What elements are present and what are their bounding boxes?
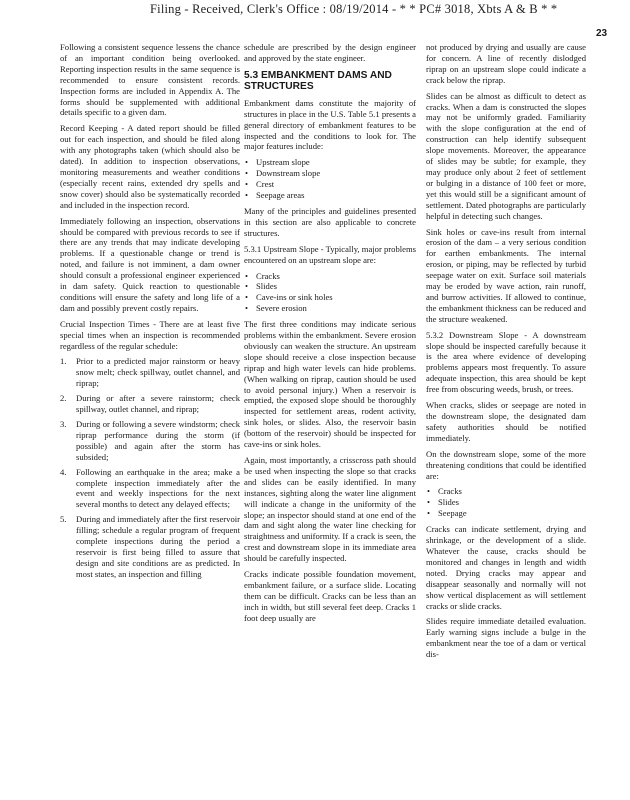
paragraph-downstream-slope — [426, 330, 586, 395]
paragraph-body: A downstream slope should be inspected carefully because it is the area where evidence of developing problems appears most frequently. To assure adequate inspection, this area should be kept free from obscuring weeds, brush, or trees. — [426, 329, 587, 395]
column-right — [426, 42, 586, 665]
paragraph: Again, most importantly, a crisscross path should be used when inspecting the slope so that cracks and slides can be easily identified. In many instances, sighting along the water line alignment will indicate a change in the uniformity of the slope; an inspector should stand at one end of the dam and sight along the water line checking for straightness and uniformity. If a crack is seen, the crest and downstream slope in its immediate area should be carefully inspected. — [244, 455, 416, 564]
paragraph-body: Typically, major problems encountered on an upstream slope are: — [244, 243, 416, 265]
paragraph-crucial-times — [60, 319, 240, 352]
list-number: 5. — [60, 514, 67, 525]
paragraph: not produced by drying and usually are cause for concern. A line of recently dislodged riprap on an upstream slope could indicate a crack below the riprap. — [426, 42, 586, 85]
paragraph: Cracks indicate possible foundation movement, embankment failure, or a surface slide. Locating them can be difficult. Cracks can be less than an inch in width, but still several feet deep. Cracks 1 foot deep usually are — [244, 569, 416, 623]
list-number: 1. — [60, 356, 67, 367]
run-in-heading: Crucial Inspection Times - — [60, 318, 156, 329]
list-number: 4. — [60, 466, 67, 477]
list-item — [60, 419, 240, 463]
list-number: 3. — [60, 419, 67, 429]
list-item — [60, 514, 240, 579]
paragraph: Sink holes or cave-ins result from internal erosion of the dam – a very serious condition for earthen embankments. The internal erosion, or piping, may be reflected by turbid seepage water on exit. Surface soil materials may be eroded by wave action, rain runoff, and burrow activities. If allowed to continue, the embankment thickness can be reduced and the structure weakened. — [426, 226, 586, 324]
filing-stamp-header: Filing - Received, Clerk's Office : 08/19/2014 - * * PC# 3018, Xbts A & B * * — [150, 2, 558, 16]
upstream-problems-list — [244, 271, 416, 315]
list-number: 2. — [60, 393, 67, 404]
downstream-conditions-list — [426, 486, 586, 519]
paragraph: schedule are prescribed by the design engineer and approved by the state engineer. — [244, 42, 416, 63]
list-item: • Cracks — [244, 271, 416, 282]
inspection-times-list — [60, 356, 240, 579]
paragraph: Many of the principles and guidelines presented in this section are also applicable to concrete structures. — [244, 205, 416, 238]
major-features-list — [244, 157, 416, 201]
list-item-text: During or after a severe rainstorm; check spillway, outlet channel, and riprap; — [76, 393, 240, 415]
paragraph: Slides require immediate detailed evaluation. Early warning signs include a bulge in the embankment near the toe of a dam or vertical dis- — [426, 616, 586, 660]
run-in-heading: 5.3.1 Upstream Slope - — [244, 243, 324, 254]
list-item: • Severe erosion — [244, 303, 416, 314]
paragraph-record-keeping — [60, 123, 240, 210]
list-item: • Upstream slope — [244, 157, 416, 168]
list-item: • Seepage — [426, 508, 586, 519]
list-item: • Crest — [244, 179, 416, 190]
paragraph: When cracks, slides or seepage are noted in the downstream slope, the designated dam safety authorities should be notified immediately. — [426, 400, 586, 443]
list-item-text: During and immediately after the first reservoir filling; schedule a regular program of frequent complete inspections during the period a reservoir is first being filled to assure that design and site conditions are as predicted. In most states, an inspection and filling — [76, 514, 240, 579]
list-item: • Cave-ins or sink holes — [244, 292, 416, 303]
list-item: • Slides — [244, 281, 416, 292]
page-number: 23 — [596, 28, 608, 39]
paragraph-upstream-slope — [244, 244, 416, 266]
run-in-heading: Record Keeping - — [60, 123, 125, 134]
list-item: • Seepage areas — [244, 190, 416, 201]
section-heading: 5.3 EMBANKMENT DAMS AND STRUCTURES — [244, 69, 392, 93]
list-item: • Slides — [426, 497, 586, 508]
paragraph-body: A dated report should be filled out for each inspection, and should be filed along with any photographs taken (which should also be dated). In addition to inspection observations, monitoring measurements and weather conditions (especially recent rains, extended dry spells and snow cover) should also be systematically recorded and included in the inspection record. — [60, 123, 240, 210]
column-middle — [244, 42, 416, 629]
paragraph: Slides can be almost as difficult to detect as cracks. When a dam is constructed the slopes may not be uniformly graded. Familiarity with the slope configuration at the end of construction can help identify subsequent slope movements. Moreover, the appearance of slides may be subtle; for example, they may produce only about 2 feet of settlement or bulging in a distance of 100 feet or more, yet this would still be a significant amount of settlement. Dated photographs are particularly helpful in detecting such changes. — [426, 90, 586, 221]
list-item: • Cracks — [426, 486, 586, 497]
run-in-heading: 5.3.2 Downstream Slope - — [426, 329, 528, 340]
paragraph: The first three conditions may indicate serious problems within the embankment. Severe erosion obviously can weaken the structure. An upstream slope should receive a close inspection because riprap and high water levels can hide problems. (When walking on riprap, caution should be used to avoid personal injury.) When a reservoir is emptied, the exposed slope should be thoroughly inspected for settlement areas, rodent activity, sink holes, or slides. Also, the reservoir basin (bottom of the reservoir) should be inspected for cave-ins or sink holes. — [244, 319, 416, 450]
column-left — [60, 42, 240, 585]
paragraph-body: There are at least five special times when an inspection is recommended regardless of the regular schedule: — [60, 318, 240, 351]
list-item-text: Following an earthquake in the area; make a complete inspection immediately after the event and weekly inspections for the next several months to detect any delayed effects; — [76, 466, 240, 510]
list-item — [60, 467, 240, 511]
list-item: • Downstream slope — [244, 168, 416, 179]
paragraph: Following a consistent sequence lessens the chance of an important condition being overlooked. Reporting inspection results in the same sequence is recommended to ensure consistent records. Inspection forms are included in Appendix A. The forms should be supplemented with additional details specific to a given dam. — [60, 42, 240, 118]
list-item-text: Prior to a predicted major rainstorm or heavy snow melt; check spillway, outlet channel, and riprap; — [76, 356, 240, 389]
paragraph: Cracks can indicate settlement, drying and shrinkage, or the development of a slide. Whatever the cause, cracks should be monitored and changes in length and width noted. Drying cracks may appear and disappear seasonally and normally will not show vertical displacement as will settlement cracks or slide cracks. — [426, 524, 586, 611]
paragraph: Embankment dams constitute the majority of structures in place in the U.S. Table 5.1 presents a general directory of embankment features to be inspected and the conditions to look for. The major features include: — [244, 97, 416, 152]
list-item-text: During or following a severe windstorm; check riprap performance during the storm (if possible) and again after the storm has subsided; — [76, 419, 240, 462]
list-item — [60, 356, 240, 389]
paragraph: Immediately following an inspection, observations should be compared with previous records to see if there are any trends that may indicate developing problems. If a questionable change or trend is noted, and failure is not imminent, a dam owner should consult a professional engineer experienced in dam safety. Quick reaction to questionable conditions will ensure the safety and long life of a dam and possibly prevent costly repairs. — [60, 215, 240, 313]
paragraph: On the downstream slope, some of the more threatening conditions that could be identified are: — [426, 448, 586, 481]
list-item — [60, 393, 240, 415]
